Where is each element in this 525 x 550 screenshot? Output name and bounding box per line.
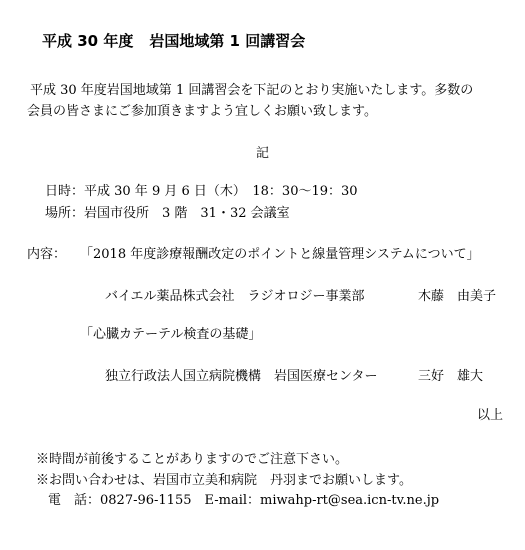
page-title (42, 34, 305, 49)
note-inquiry: ※お問い合わせは、岩国市立美和病院 丹羽までお願いします。 (36, 473, 412, 488)
content-label: 内容： (27, 247, 67, 262)
contact-line: 電 話：0827-96-1155 E-mail：miwahp-rt@sea.icn-tv.ne.jp (48, 493, 440, 508)
topic-2-title: 「心臓カテーテル検査の基礎」 (80, 327, 262, 342)
title-year: 平成 30 年度 (42, 32, 134, 50)
intro-line-2: 会員の皆さまにご参加頂きますよう宜しくお願い致します。 (27, 104, 377, 119)
speaker-1-organization: バイエル薬品株式会社 ラジオロジー事業部 (105, 289, 365, 304)
speaker-1-name: 木藤 由美子 (418, 289, 497, 304)
place-line: 場所：岩国市役所 3 階 31・32 会議室 (45, 206, 290, 221)
intro-line-1: 平成 30 年度岩国地域第 1 回講習会を下記のとおり実施いたします。多数の (30, 83, 474, 98)
speaker-2-organization: 独立行政法人国立病院機構 岩国医療センター (105, 369, 378, 384)
note-time-change: ※時間が前後することがありますのでご注意下さい。 (36, 452, 349, 467)
ki-heading: 記 (256, 146, 270, 161)
closing-mark: 以上 (477, 408, 504, 423)
date-line: 日時：平成 30 年 9 月 6 日（木） 18：30〜19：30 (45, 184, 358, 199)
speaker-2-name: 三好 雄大 (418, 369, 484, 384)
topic-1-title: 「2018 年度診療報酬改定のポイントと線量管理システムについて」 (80, 247, 480, 262)
title-event: 岩国地域第 1 回講習会 (149, 32, 306, 50)
